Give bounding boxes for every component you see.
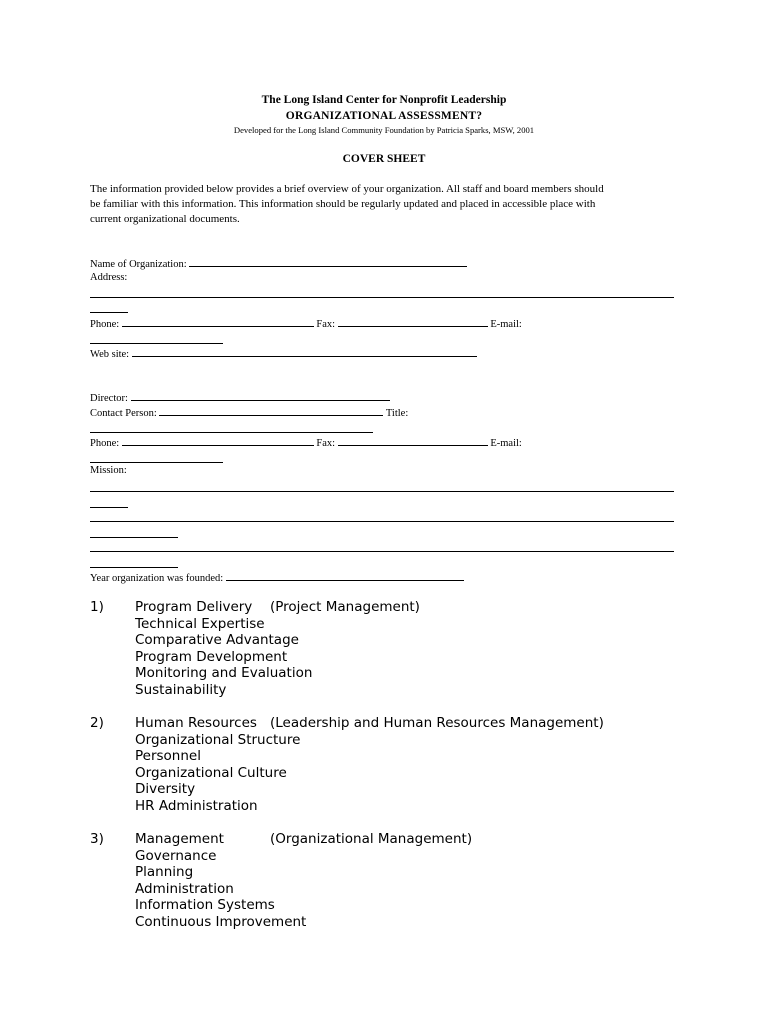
contact-phone-field[interactable] (122, 435, 314, 446)
section-item: Administration (135, 880, 234, 897)
director-label: Director: (90, 393, 128, 404)
year-founded-row (90, 570, 464, 586)
contact-email-field[interactable] (90, 462, 223, 463)
phone-label: Phone: (90, 319, 120, 330)
section-subtitle: (Organizational Management) (270, 831, 473, 847)
section-item: Sustainability (135, 681, 227, 698)
organization-heading: The Long Island Center for Nonprofit Leadership (261, 94, 507, 106)
intro-paragraph (90, 182, 680, 227)
title-field[interactable] (90, 432, 373, 433)
section-item: Personnel (135, 748, 201, 764)
section-item: Organizational Structure (135, 731, 301, 748)
section-number: 2) (90, 715, 104, 731)
section-subtitle: (Leadership and Human Resources Management) (270, 715, 604, 731)
email-field[interactable] (90, 343, 223, 344)
contact-person-label: Contact Person: (90, 408, 157, 419)
email-label: E-mail: (490, 438, 522, 449)
phone-fax-email-row (90, 316, 522, 332)
mission-line-2[interactable] (90, 521, 674, 522)
name-of-organization-row (90, 256, 467, 272)
address-label: Address: (90, 272, 128, 283)
mission-line-2-continuation[interactable] (90, 537, 178, 538)
section-title: Program Delivery (135, 599, 253, 615)
director-field[interactable] (131, 390, 390, 401)
address-line[interactable] (90, 297, 674, 298)
fax-field[interactable] (338, 316, 488, 327)
section-item: Governance (135, 847, 217, 864)
developed-by-line: Developed for the Long Island Community Foundation by Patricia Sparks, MSW, 2001 (233, 125, 535, 135)
mission-label: Mission: (90, 465, 127, 476)
section-subtitle: (Project Management) (270, 599, 420, 615)
phone-field[interactable] (122, 316, 314, 327)
website-row (90, 346, 477, 362)
section-item: Organizational Culture (135, 764, 287, 781)
intro-line: current organizational documents. (90, 213, 240, 225)
title-label: Title: (385, 408, 409, 419)
section-item: HR Administration (135, 797, 258, 814)
section-number: 1) (90, 599, 104, 615)
mission-line-3[interactable] (90, 551, 674, 552)
fax-label: Fax: (316, 319, 336, 330)
intro-line: The information provided below provides a brief overview of your organization. All staff and board members should (90, 183, 604, 195)
section-number: 3) (90, 831, 104, 847)
contact-person-row (90, 405, 408, 421)
section-item: Program Development (135, 648, 288, 665)
mission-line-1[interactable] (90, 491, 674, 492)
contact-fax-field[interactable] (338, 435, 488, 446)
section-title: Management (135, 831, 224, 847)
section-item: Planning (135, 864, 194, 880)
section-item: Technical Expertise (135, 615, 265, 632)
year-founded-field[interactable] (226, 570, 464, 581)
section-item: Information Systems (135, 897, 275, 913)
mission-line-3-continuation[interactable] (90, 567, 178, 568)
name-of-organization-label: Name of Organization: (90, 259, 187, 270)
mission-line-1-continuation[interactable] (90, 507, 128, 508)
director-row (90, 390, 390, 406)
year-founded-label: Year organization was founded: (90, 573, 224, 584)
contact-phone-fax-email-row (90, 435, 522, 451)
section-item: Monitoring and Evaluation (135, 665, 313, 681)
contact-person-field[interactable] (159, 405, 383, 416)
document-title: ORGANIZATIONAL ASSESSMENT? (285, 110, 483, 122)
phone-label: Phone: (90, 438, 120, 449)
section-item: Continuous Improvement (135, 913, 307, 930)
name-of-organization-field[interactable] (189, 256, 467, 267)
address-line-continuation[interactable] (90, 312, 128, 313)
email-label: E-mail: (490, 319, 522, 330)
website-label: Web site: (90, 349, 130, 360)
fax-label: Fax: (316, 438, 336, 449)
intro-line: be familiar with this information. This information should be regularly updated and placed in accessible place with (90, 198, 596, 210)
section-item: Diversity (135, 781, 196, 797)
section-item: Comparative Advantage (135, 632, 299, 648)
cover-sheet-heading: COVER SHEET (342, 153, 426, 165)
section-title: Human Resources (135, 715, 257, 731)
website-field[interactable] (132, 346, 477, 357)
